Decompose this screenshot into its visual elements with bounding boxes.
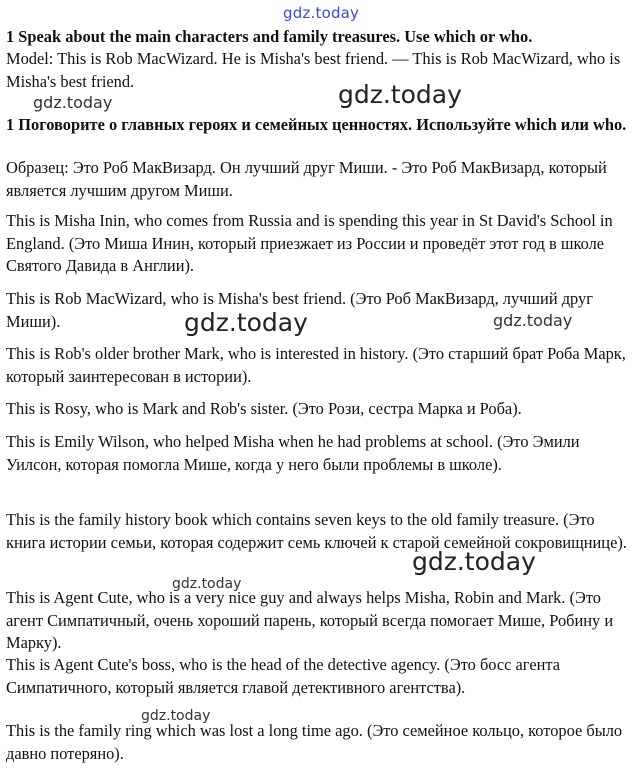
- answer-paragraph: This is Emily Wilson, who helped Misha when he had problems at school. (Это Эмили Уилсон, которая помогла Мише, когда у него были проблемы в школе).: [6, 432, 580, 474]
- answer-paragraph: This is Rosy, who is Mark and Rob's sister. (Это Рози, сестра Марка и Роба).: [6, 399, 522, 418]
- watermark-lower-left: gdz.today: [172, 576, 242, 592]
- answer-paragraph: This is Agent Cute's boss, who is the head of the detective agency. (Это босс агента Симпатичного, который является главой детективного агентства).: [6, 655, 560, 697]
- task-model-english: Model: This is Rob MacWizard. He is Misha's best friend. — This is Rob MacWizard, who is Misha's best friend.: [6, 49, 621, 91]
- watermark-center-large: gdz.today: [338, 80, 462, 109]
- answer-paragraph: This is Agent Cute, who is a very nice guy and always helps Misha, Robin and Mark. (Это агент Симпатичный, очень хороший парень, который всегда помогает Мише, Робину и Марку).: [6, 588, 614, 652]
- answer-paragraph: This is the family history book which contains seven keys to the old family treasure. (Это книга истории семьи, которая содержит семь ключей к старой семейной сокровищнице).: [6, 510, 627, 552]
- watermark-middle-right: gdz.today: [493, 311, 573, 330]
- task-heading-english: 1 Speak about the main characters and family treasures. Use which or who.: [6, 27, 533, 46]
- answer-paragraph: This is the family ring which was lost a long time ago. (Это семейное кольцо, которое было давно потеряно).: [6, 721, 623, 763]
- task-heading-russian: 1 Поговорите о главных героях и семейных ценностях. Используйте which или who.: [6, 115, 627, 134]
- watermark-top: gdz.today: [283, 4, 360, 22]
- watermark-lower-right-large: gdz.today: [412, 547, 536, 576]
- watermark-left: gdz.today: [33, 93, 113, 112]
- watermark-middle-large: gdz.today: [184, 308, 308, 337]
- answer-paragraph: This is Misha Inin, who comes from Russia and is spending this year in St David's School in England. (Это Миша Инин, который приезжает из России и проведёт этот год в школе Святого Давида в Англии).: [6, 211, 613, 275]
- watermark-bottom: gdz.today: [141, 708, 211, 724]
- answer-paragraph: This is Rob's older brother Mark, who is interested in history. (Это старший брат Роба Марк, который заинтересован в истории).: [6, 344, 626, 386]
- task-model-russian: Образец: Это Роб МакВизард. Он лучший друг Миши. - Это Роб МакВизард, который является лучшим другом Миши.: [6, 158, 607, 200]
- answer-paragraph: This is Rob MacWizard, who is Misha's best friend. (Это Роб МакВизард, лучший друг Миши).: [6, 289, 593, 331]
